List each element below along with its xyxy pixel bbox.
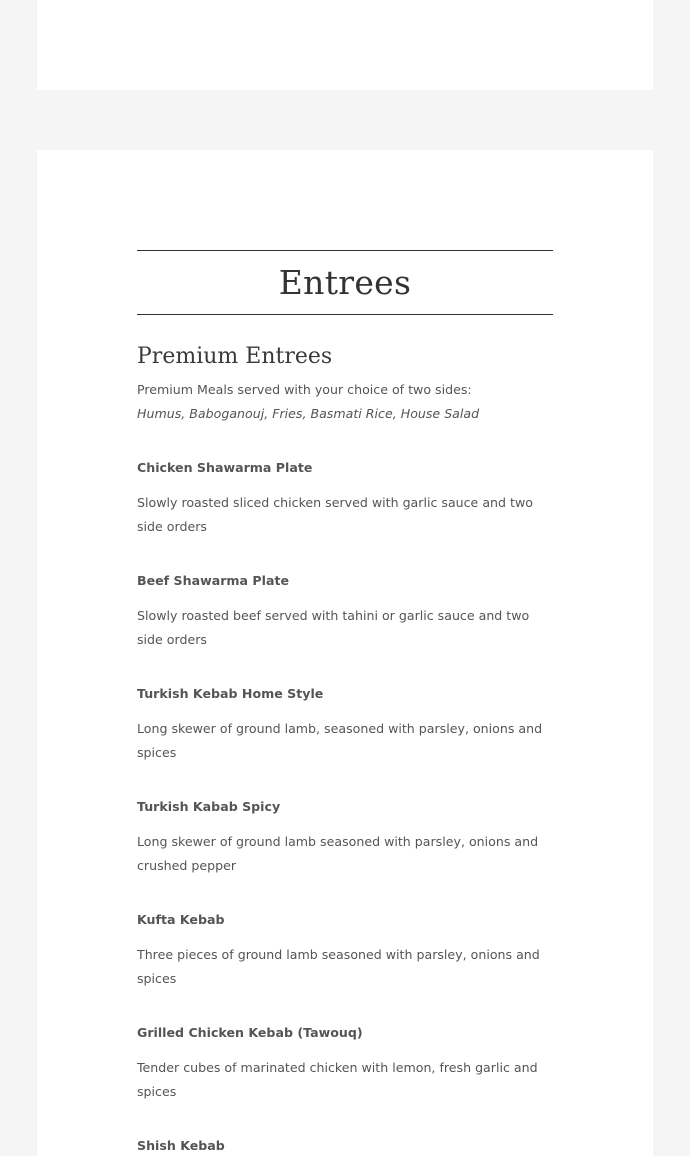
menu-item-description: Slowly roasted beef served with tahini or garlic sauce and two side orders xyxy=(137,608,530,647)
menu-item xyxy=(137,1021,553,1104)
menu-item-name: Chicken Shawarma Plate xyxy=(137,460,313,475)
menu-item xyxy=(137,908,553,991)
menu-item xyxy=(137,569,553,652)
menu-item xyxy=(137,682,553,765)
menu-item-name: Turkish Kebab Home Style xyxy=(137,686,324,701)
menu-item-name: Beef Shawarma Plate xyxy=(137,573,290,588)
menu-items-list xyxy=(137,456,553,1156)
menu-item-description: Long skewer of ground lamb, seasoned with parsley, onions and spices xyxy=(137,721,543,760)
menu-item-name: Kufta Kebab xyxy=(137,912,225,927)
sides-list: Humus, Baboganouj, Fries, Basmati Rice, House Salad xyxy=(137,406,480,421)
entrees-section-card xyxy=(37,150,653,1156)
menu-item-name: Turkish Kabab Spicy xyxy=(137,799,281,814)
premium-entrees-heading: Premium Entrees xyxy=(137,344,333,369)
menu-item-description: Three pieces of ground lamb seasoned with parsley, onions and spices xyxy=(137,947,540,986)
menu-item-description: Slowly roasted sliced chicken served with garlic sauce and two side orders xyxy=(137,495,533,534)
menu-item-name: Grilled Chicken Kebab (Tawouq) xyxy=(137,1025,363,1040)
premium-intro xyxy=(137,378,553,426)
section-title-box xyxy=(137,250,553,315)
menu-content xyxy=(137,250,553,1156)
menu-item-description: Tender cubes of marinated chicken with lemon, fresh garlic and spices xyxy=(137,1060,538,1099)
intro-text: Premium Meals served with your choice of two sides: xyxy=(137,382,472,397)
menu-item-description: Long skewer of ground lamb seasoned with parsley, onions and crushed pepper xyxy=(137,834,539,873)
section-title: Entrees xyxy=(278,263,412,302)
menu-item-name: Shish Kebab xyxy=(137,1138,225,1153)
menu-item xyxy=(137,1134,553,1156)
previous-section-card xyxy=(37,0,653,90)
menu-item xyxy=(137,456,553,539)
menu-item xyxy=(137,795,553,878)
